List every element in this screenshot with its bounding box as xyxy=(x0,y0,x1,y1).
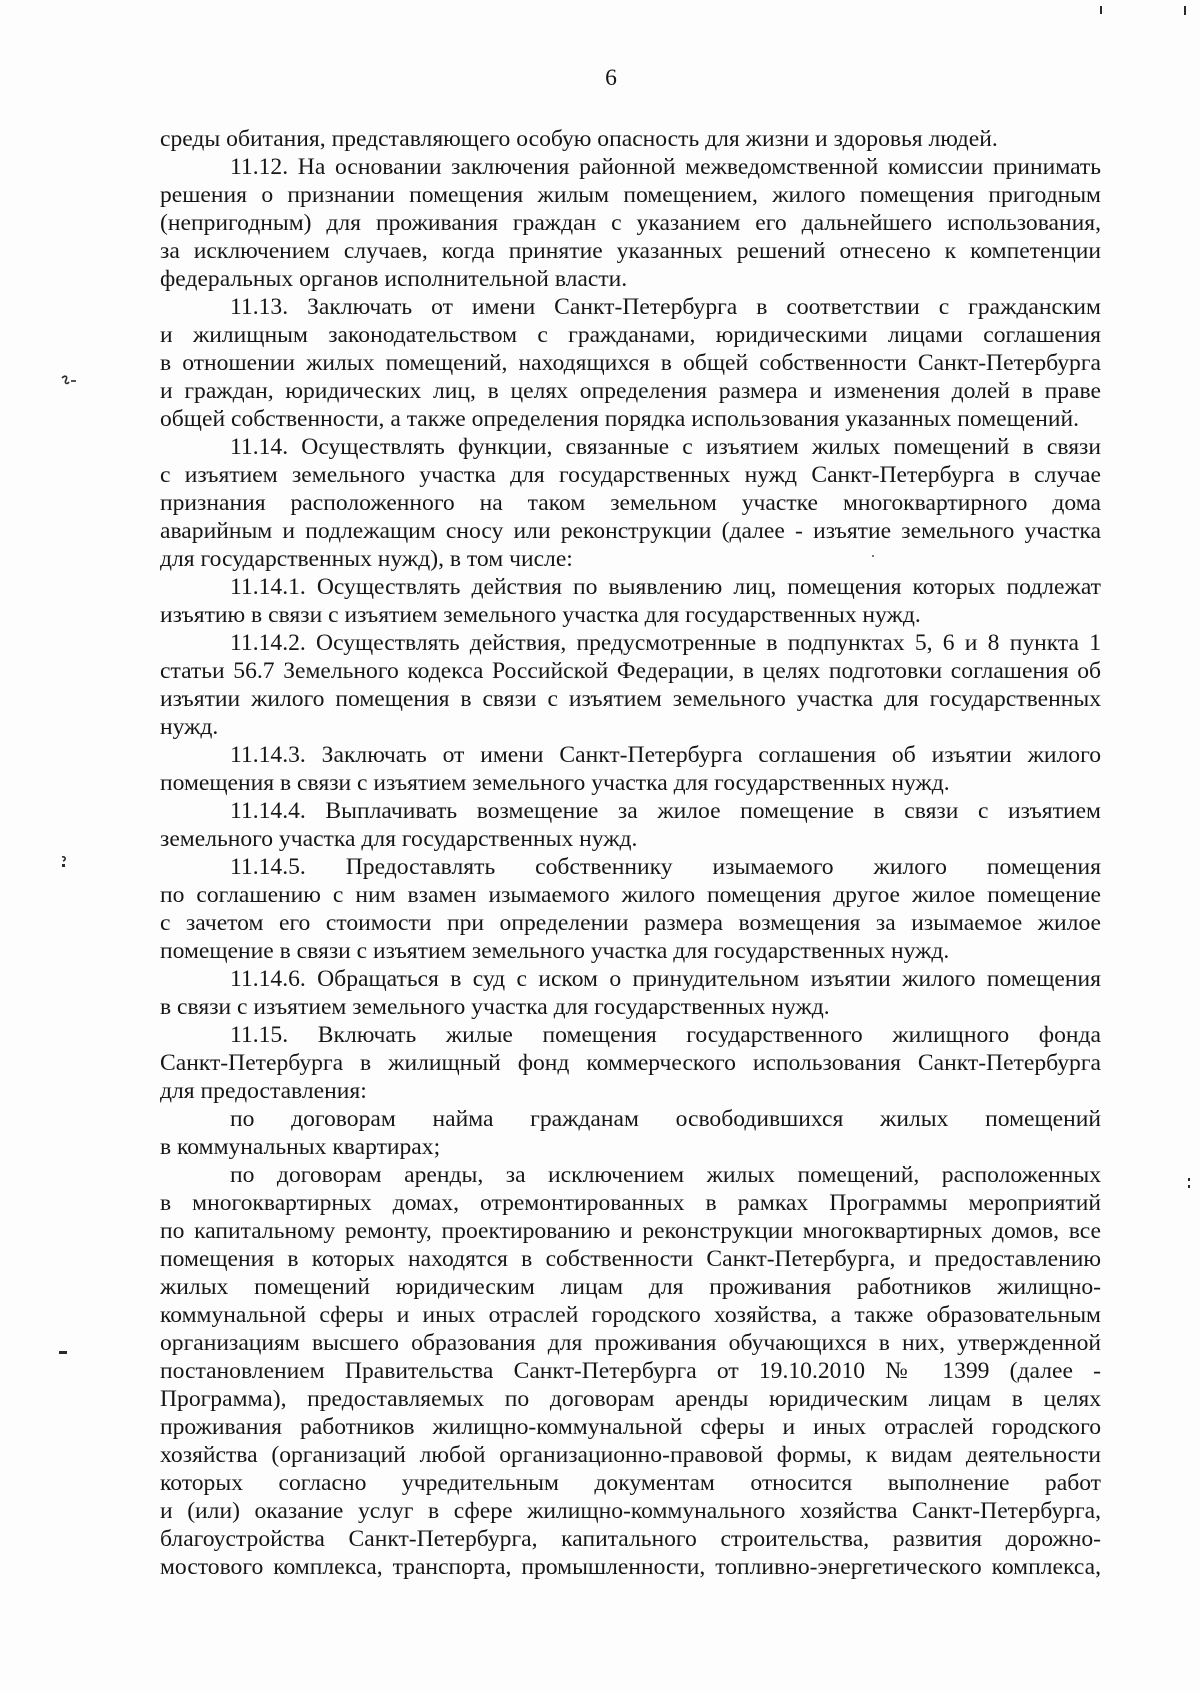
scan-mark xyxy=(60,374,78,388)
text-line: и жилищным законодательством с гражданами, юридическими лицами соглашения xyxy=(160,322,1101,348)
text-line: в коммунальных квартирах; xyxy=(160,1134,441,1160)
text-line: по договорам найма гражданам освободившихся жилых помещений xyxy=(230,1106,1101,1132)
text-line: 11.13. Заключать от имени Санкт-Петербурга в соответствии с гражданским xyxy=(230,294,1101,320)
text-line: нужд. xyxy=(160,714,219,740)
text-line: общей собственности, а также определения порядка использования указанных помещений. xyxy=(160,406,1080,432)
text-line: с изъятием земельного участка для государственных нужд Санкт-Петербурга в случае xyxy=(160,462,1101,488)
text-line: помещения в которых находятся в собственности Санкт-Петербурга, и предоставлению xyxy=(160,1246,1101,1272)
text-line: 11.14.3. Заключать от имени Санкт-Петербурга соглашения об изъятии жилого xyxy=(230,742,1101,768)
text-line: по капитальному ремонту, проектированию и реконструкции многоквартирных домов, все xyxy=(160,1218,1101,1244)
text-line: мостового комплекса, транспорта, промышленности, топливно-энергетического комплекса, xyxy=(160,1554,1101,1580)
text-line: изъятии жилого помещения в связи с изъятием земельного участка для государственных xyxy=(160,686,1101,712)
text-line: Программа), предоставляемых по договорам аренды юридическим лицам в целях xyxy=(160,1386,1101,1412)
text-line: организациям высшего образования для проживания обучающихся в них, утвержденной xyxy=(160,1330,1101,1356)
text-line: и (или) оказание услуг в сфере жилищно-коммунального хозяйства Санкт-Петербурга, xyxy=(160,1498,1101,1524)
clause-11-15-item-tenancy xyxy=(160,1105,1101,1161)
text-line: в многоквартирных домах, отремонтированных в рамках Программы мероприятий xyxy=(160,1190,1101,1216)
text-line: хозяйства (организаций любой организационно-правовой формы, к видам деятельности xyxy=(160,1442,1101,1468)
scan-speck xyxy=(1184,6,1186,15)
text-line: федеральных органов исполнительной власти. xyxy=(160,266,628,292)
scan-speck xyxy=(1188,1178,1190,1181)
clause-11-14-3 xyxy=(160,741,1101,797)
scan-speck xyxy=(1188,1185,1190,1188)
text-line: 11.14. Осуществлять функции, связанные с изъятием жилых помещений в связи xyxy=(230,434,1101,460)
clause-11-15 xyxy=(160,1021,1101,1105)
text-line: помещение в связи с изъятием земельного участка для государственных нужд. xyxy=(160,938,950,964)
text-line: за исключением случаев, когда принятие указанных решений отнесено к компетенции xyxy=(160,238,1101,264)
clause-11-13 xyxy=(160,293,1101,433)
text-line: 11.14.4. Выплачивать возмещение за жилое помещение в связи с изъятием xyxy=(230,798,1101,824)
text-line: по договорам аренды, за исключением жилых помещений, расположенных xyxy=(230,1162,1101,1188)
document-body xyxy=(160,125,1101,1581)
text-line: аварийным и подлежащим сносу или реконструкции (далее - изъятие земельного участка xyxy=(160,518,1101,544)
clause-11-14 xyxy=(160,433,1101,573)
text-line: которых согласно учредительным документам относится выполнение работ xyxy=(160,1470,1101,1496)
clause-11-14-1 xyxy=(160,573,1101,629)
text-line: статьи 56.7 Земельного кодекса Российской Федерации, в целях подготовки соглашения об xyxy=(160,658,1101,684)
text-line: жилых помещений юридическим лицам для проживания работников жилищно- xyxy=(160,1274,1101,1300)
text-line: 11.14.5. Предоставлять собственнику изымаемого жилого помещения xyxy=(230,854,1101,880)
text-line: благоустройства Санкт-Петербурга, капитального строительства, развития дорожно- xyxy=(160,1526,1101,1552)
text-line: 11.14.6. Обращаться в суд с иском о принудительном изъятии жилого помещения xyxy=(230,966,1101,992)
text-line: (непригодным) для проживания граждан с указанием его дальнейшего использования, xyxy=(160,210,1101,236)
scan-speck xyxy=(1100,6,1102,14)
text-line: 11.12. На основании заключения районной межведомственной комиссии принимать xyxy=(230,154,1101,180)
text-line: с зачетом его стоимости при определении размера возмещения за изымаемое жилое xyxy=(160,910,1101,936)
scan-speck xyxy=(59,1351,67,1354)
text-line: признания расположенного на таком земельном участке многоквартирного дома xyxy=(160,490,1101,516)
text-line: по соглашению с ним взамен изымаемого жилого помещения другое жилое помещение xyxy=(160,882,1101,908)
text-line: 11.14.2. Осуществлять действия, предусмотренные в подпунктах 5, 6 и 8 пункта 1 xyxy=(230,630,1101,656)
clause-11-15-item-lease xyxy=(160,1161,1101,1581)
text-line: помещения в связи с изъятием земельного участка для государственных нужд. xyxy=(160,770,950,796)
text-line: среды обитания, представляющего особую опасность для жизни и здоровья людей. xyxy=(160,126,998,152)
clause-11-14-6 xyxy=(160,965,1101,1021)
paragraph-continuation xyxy=(160,125,1101,153)
text-line: земельного участка для государственных нужд. xyxy=(160,826,638,852)
text-line: для предоставления: xyxy=(160,1078,367,1104)
text-line: постановлением Правительства Санкт-Петербурга от 19.10.2010 № 1399 (далее - xyxy=(160,1358,1101,1384)
page-number: 6 xyxy=(605,65,617,91)
text-line: решения о признании помещения жилым помещением, жилого помещения пригодным xyxy=(160,182,1101,208)
clause-11-14-4 xyxy=(160,797,1101,853)
text-line: для государственных нужд), в том числе: xyxy=(160,546,573,572)
text-line: коммунальной сферы и иных отраслей городского хозяйства, а также образовательным xyxy=(160,1302,1101,1328)
clause-11-14-5 xyxy=(160,853,1101,965)
text-line: изъятию в связи с изъятием земельного участка для государственных нужд. xyxy=(160,602,921,628)
text-line: проживания работников жилищно-коммунальной сферы и иных отраслей городского xyxy=(160,1414,1101,1440)
text-line: и граждан, юридических лиц, в целях определения размера и изменения долей в праве xyxy=(160,378,1101,404)
clause-11-14-2 xyxy=(160,629,1101,741)
text-line: Санкт-Петербурга в жилищный фонд коммерческого использования Санкт-Петербурга xyxy=(160,1050,1101,1076)
scan-mark xyxy=(60,855,68,869)
clause-11-12 xyxy=(160,153,1101,293)
text-line: в связи с изъятием земельного участка для государственных нужд. xyxy=(160,994,830,1020)
text-line: 11.14.1. Осуществлять действия по выявлению лиц, помещения которых подлежат xyxy=(230,574,1101,600)
text-line: в отношении жилых помещений, находящихся в общей собственности Санкт-Петербурга xyxy=(160,350,1101,376)
text-line: 11.15. Включать жилые помещения государственного жилищного фонда xyxy=(230,1022,1101,1048)
